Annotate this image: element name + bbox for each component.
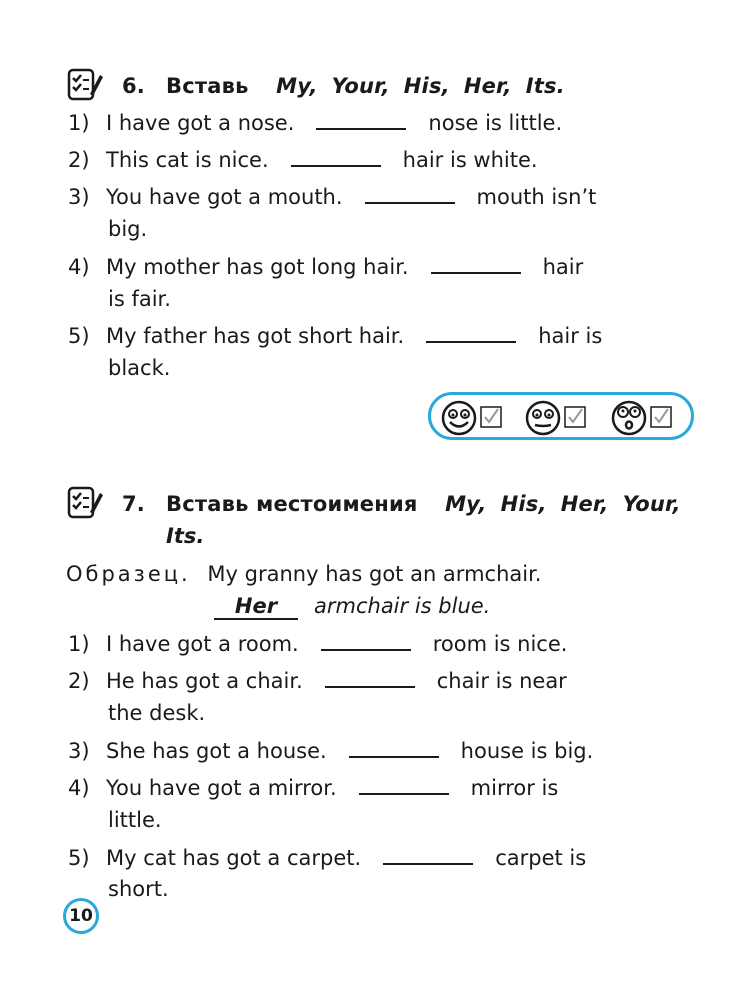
exercise-number: 6. bbox=[122, 74, 145, 98]
answer-blank[interactable] bbox=[321, 631, 411, 651]
exercise-7-header bbox=[66, 488, 698, 522]
exercise-number: 7. bbox=[122, 492, 145, 516]
self-assessment-panel bbox=[428, 392, 694, 440]
item-continuation: little. bbox=[108, 808, 162, 832]
item-number: 5) bbox=[68, 846, 90, 870]
item-text: My father has got short hair. bbox=[106, 324, 405, 348]
item-number: 5) bbox=[68, 324, 90, 348]
answer-blank[interactable] bbox=[365, 184, 455, 204]
item-text: hair bbox=[542, 255, 584, 279]
answer-blank[interactable] bbox=[325, 668, 415, 688]
item-text: house is big. bbox=[460, 739, 594, 763]
exercise-7 bbox=[66, 488, 698, 522]
list-item bbox=[68, 254, 583, 279]
item-continuation: is fair. bbox=[108, 287, 171, 311]
item-continuation: big. bbox=[108, 217, 148, 241]
pronoun: Her, bbox=[560, 492, 609, 516]
page-number: 10 bbox=[63, 898, 99, 934]
item-text: room is nice. bbox=[432, 632, 568, 656]
item-text: nose is little. bbox=[428, 111, 563, 135]
sample-label: Образец. bbox=[66, 562, 191, 586]
pronoun-list bbox=[249, 74, 565, 98]
item-text: You have got a mirror. bbox=[106, 776, 337, 800]
pronoun: My, bbox=[276, 74, 318, 98]
item-text: carpet is bbox=[495, 846, 587, 870]
pronoun: Its. bbox=[525, 74, 565, 98]
sample-sentence: My granny has got an armchair. bbox=[207, 562, 542, 586]
pronoun: My, bbox=[445, 492, 487, 516]
list-item bbox=[68, 323, 602, 348]
answer-blank[interactable] bbox=[426, 323, 516, 343]
surprised-face-icon[interactable] bbox=[611, 398, 681, 438]
list-item bbox=[68, 668, 567, 693]
item-text: chair is near bbox=[436, 669, 567, 693]
item-number: 2) bbox=[68, 148, 90, 172]
sample-answer: Her bbox=[214, 594, 298, 620]
item-number: 3) bbox=[68, 185, 90, 209]
item-text: I have got a nose. bbox=[106, 111, 295, 135]
answer-blank[interactable] bbox=[316, 110, 406, 130]
pronoun: Its. bbox=[166, 524, 205, 548]
item-text: I have got a room. bbox=[106, 632, 299, 656]
item-text: You have got a mouth. bbox=[106, 185, 343, 209]
pronoun: His, bbox=[403, 74, 450, 98]
pronoun-list bbox=[418, 492, 681, 516]
neutral-face-icon[interactable] bbox=[525, 398, 595, 438]
pronoun: Her, bbox=[463, 74, 512, 98]
item-number: 4) bbox=[68, 255, 90, 279]
answer-blank[interactable] bbox=[359, 775, 449, 795]
list-item bbox=[68, 738, 593, 763]
item-continuation: short. bbox=[108, 877, 169, 901]
exercise-command bbox=[166, 492, 681, 516]
list-item bbox=[68, 631, 567, 656]
item-number: 3) bbox=[68, 739, 90, 763]
pronoun: His, bbox=[500, 492, 547, 516]
sample-rest: armchair is blue. bbox=[314, 594, 491, 618]
answer-blank[interactable] bbox=[349, 738, 439, 758]
item-text: My mother has got long hair. bbox=[106, 255, 409, 279]
item-text: hair is white. bbox=[402, 148, 538, 172]
exercise-6 bbox=[66, 70, 698, 104]
item-number: 1) bbox=[68, 111, 90, 135]
item-number: 2) bbox=[68, 669, 90, 693]
answer-blank[interactable] bbox=[291, 147, 381, 167]
item-text: This cat is nice. bbox=[106, 148, 269, 172]
list-item bbox=[68, 147, 538, 172]
list-item bbox=[68, 110, 562, 135]
item-text: mouth isn’t bbox=[476, 185, 597, 209]
item-text: He has got a chair. bbox=[106, 669, 303, 693]
list-item bbox=[68, 775, 558, 800]
list-item bbox=[68, 184, 596, 209]
item-number: 1) bbox=[68, 632, 90, 656]
pronoun: Your, bbox=[331, 74, 390, 98]
item-text: She has got a house. bbox=[106, 739, 327, 763]
exercise-6-header bbox=[66, 70, 698, 104]
item-number: 4) bbox=[68, 776, 90, 800]
pencil-checklist-icon bbox=[66, 67, 104, 103]
sample-answer-line bbox=[214, 594, 490, 620]
happy-face-icon[interactable] bbox=[441, 398, 511, 438]
pencil-checklist-icon bbox=[66, 485, 104, 521]
item-text: mirror is bbox=[470, 776, 559, 800]
command-text: Вставь bbox=[166, 74, 249, 98]
command-text: Вставь местоимения bbox=[166, 492, 418, 516]
sample-line bbox=[66, 562, 541, 586]
item-continuation: the desk. bbox=[108, 701, 206, 725]
exercise-command bbox=[166, 74, 565, 98]
item-text: hair is bbox=[538, 324, 603, 348]
item-continuation: black. bbox=[108, 356, 171, 380]
item-text: My cat has got a carpet. bbox=[106, 846, 362, 870]
answer-blank[interactable] bbox=[383, 845, 473, 865]
answer-blank[interactable] bbox=[431, 254, 521, 274]
pronoun: Your, bbox=[622, 492, 681, 516]
list-item bbox=[68, 845, 586, 870]
